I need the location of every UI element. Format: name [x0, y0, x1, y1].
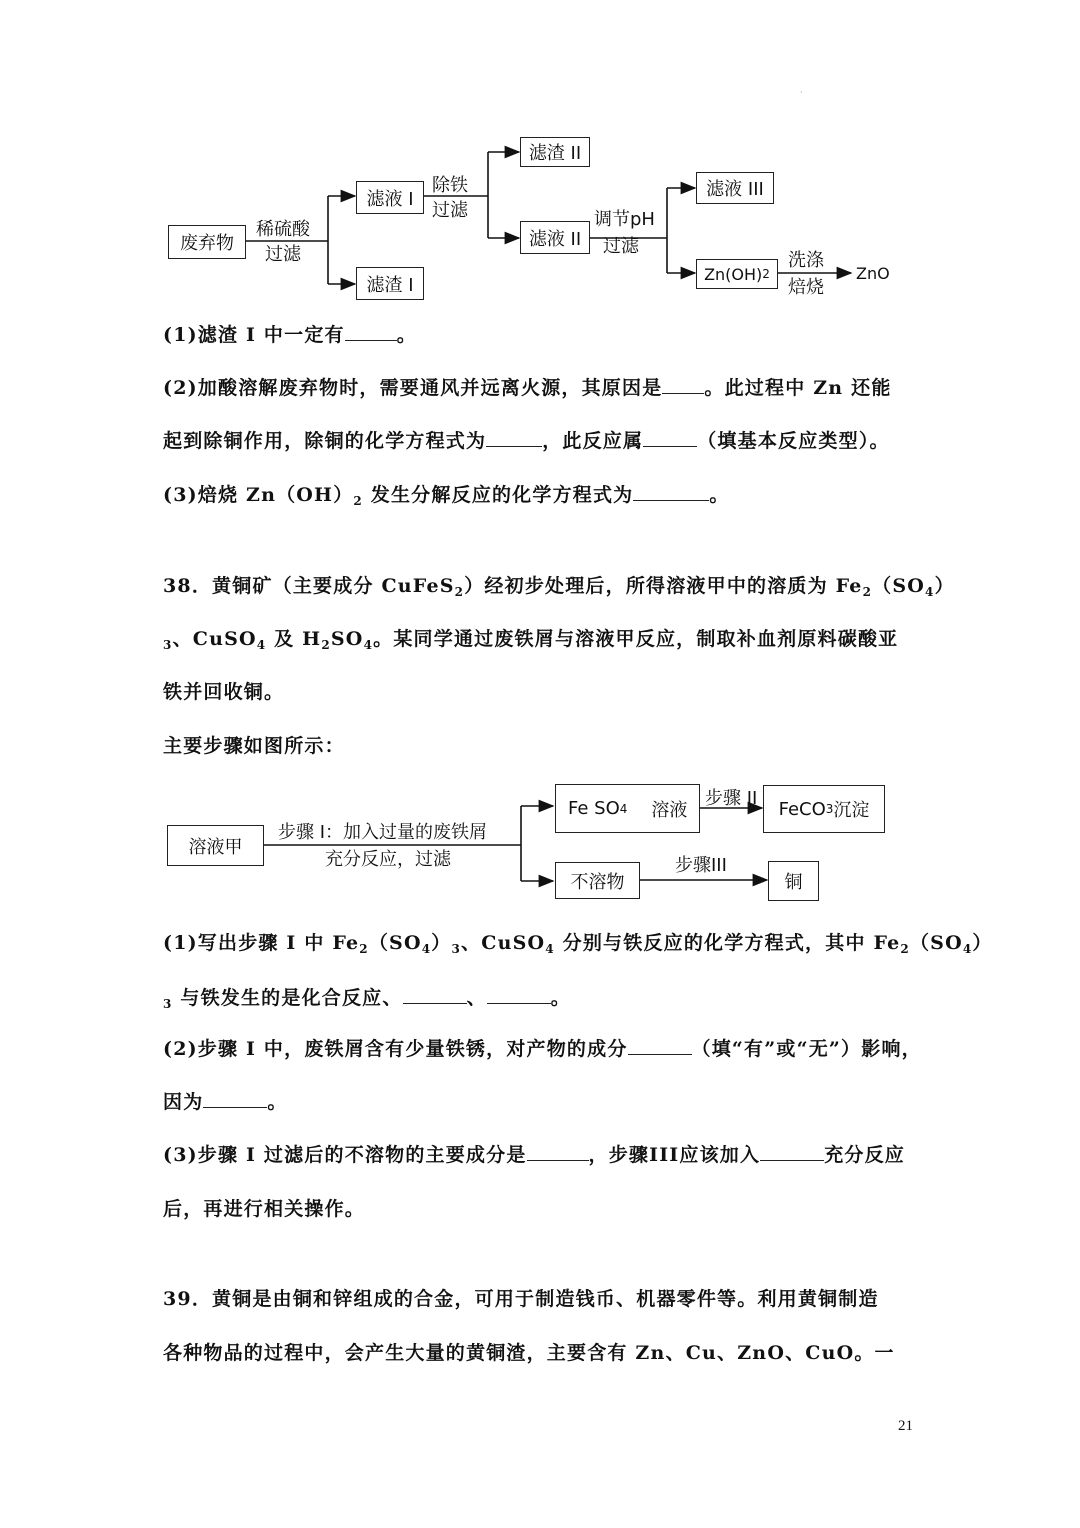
step4-top-label: 洗涤 — [788, 250, 824, 271]
page-number: 21 — [898, 1418, 913, 1434]
zno-product-label: ZnO — [856, 264, 890, 283]
insoluble-box: 不溶物 — [555, 862, 640, 899]
q38-part3-line2: 后，再进行相关操作。 — [163, 1198, 366, 1220]
answer-blank — [403, 989, 467, 1004]
step1-top-label: 步骤 I：加入过量的废铁屑 — [278, 822, 488, 843]
step2-label: 步骤 II — [705, 788, 758, 809]
feso4-solution-box: Fe SO 4 溶液 — [555, 784, 700, 833]
q37-part2-line1: (2)加酸溶解废弃物时，需要通风并远离火源，其原因是 。此过程中 Zn 还能 — [163, 377, 892, 399]
answer-blank — [203, 1093, 267, 1108]
zinc-hydroxide-box: Zn(OH) 2 — [696, 259, 778, 289]
filtrate3-box: 滤液 III — [696, 172, 774, 204]
copper-box: 铜 — [768, 861, 819, 901]
q38-part1-line1: (1)写出步骤 I 中 $Fe_2(SO_4)_3$、CuSO$_4$ 分别与铁反应的化学方程式，其中 $Fe_2(SO_4)$ — [163, 932, 993, 956]
step3-bottom-label: 过滤 — [603, 236, 639, 257]
step1-bottom-label: 过滤 — [265, 244, 301, 265]
waste-box: 废弃物 — [168, 225, 246, 259]
q37-part2-line2: 起到除铜作用，除铜的化学方程式为 ，此反应属 （填基本反应类型）。 — [163, 430, 890, 452]
feco3-precipitate-box: FeCO 3 沉淀 — [763, 785, 885, 833]
filtrate1-box: 滤液 I — [356, 181, 424, 214]
step4-bottom-label: 焙烧 — [788, 277, 824, 298]
step1-bottom-label: 充分反应，过滤 — [325, 849, 451, 870]
step2-top-label: 除铁 — [432, 175, 468, 196]
q38-intro-line1: 38．黄铜矿（主要成分 CuFeS$_2$）经初步处理后，所得溶液甲中的溶质为 $Fe_2(SO_4)$ — [163, 575, 955, 599]
q39-line1: 39．黄铜是由铜和锌组成的合金，可用于制造钱币、机器零件等。利用黄铜制造 — [163, 1288, 879, 1310]
filtrate2-box: 滤液 II — [520, 221, 590, 254]
q38-part3-line1: (3)步骤 I 过滤后的不溶物的主要成分是 ，步骤III应该加入 充分反应 — [163, 1144, 906, 1166]
solution-jia-box: 溶液甲 — [167, 825, 264, 866]
answer-blank — [760, 1146, 824, 1161]
scan-dot: · — [800, 88, 803, 97]
residue1-box: 滤渣 I — [356, 267, 424, 300]
q38-part2-line2: 因为 。 — [163, 1091, 288, 1113]
step2-bottom-label: 过滤 — [432, 200, 468, 221]
q38-part2-line1: (2)步骤 I 中，废铁屑含有少量铁锈，对产物的成分 （填“有”或“无”）影响， — [163, 1038, 922, 1060]
q38-intro-line2: $_3$、CuSO$_4$ 及 $H_2SO_4$。某同学通过废铁屑与溶液甲反应，制取补血剂原料碳酸亚 — [163, 628, 899, 652]
q38-steps-title: 主要步骤如图所示： — [163, 735, 345, 757]
step3-label: 步骤III — [675, 855, 727, 876]
answer-blank — [628, 1040, 692, 1055]
step3-top-label: 调节pH — [594, 209, 655, 230]
q38-part1-line2: $_3$ 与铁发生的是化合反应、 、 。 — [163, 987, 571, 1011]
answer-blank — [487, 989, 551, 1004]
q38-intro-line3: 铁并回收铜。 — [163, 681, 285, 703]
answer-blank — [527, 1146, 589, 1161]
q37-part1: (1)滤渣 I 中一定有 。 — [163, 324, 417, 346]
residue2-box: 滤渣 II — [520, 137, 590, 167]
q37-part3: (3)焙烧 $Zn(OH)_2$ 发生分解反应的化学方程式为 。 — [163, 484, 730, 508]
q39-line2: 各种物品的过程中，会产生大量的黄铜渣，主要含有 Zn、Cu、ZnO、CuO。一 — [163, 1342, 895, 1364]
step1-top-label: 稀硫酸 — [256, 219, 310, 240]
